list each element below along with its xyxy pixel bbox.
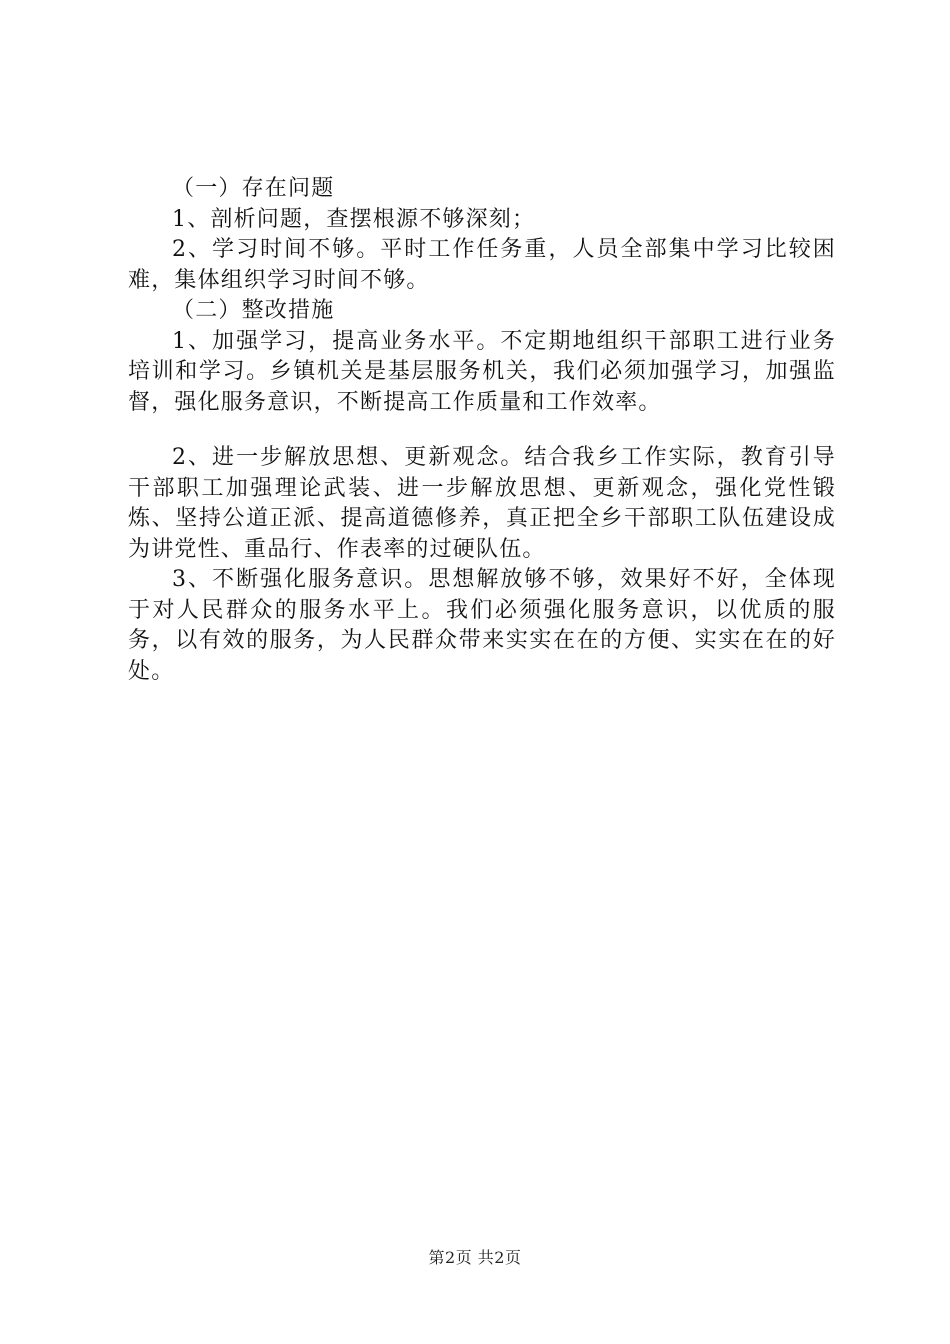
measure-item-3: 3、不断强化服务意识。思想解放够不够，效果好不好，全体现于对人民群众的服务水平上。我们必须强化服务意识，以优质的服务，以有效的服务，为人民群众带来实实在在的方便、实实在在的好处。 [128, 567, 836, 684]
section-heading-problems: （一）存在问题 [172, 176, 335, 201]
measure-item-2: 2、进一步解放思想、更新观念。结合我乡工作实际，教育引导干部职工加强理论武装、进一步解放思想、更新观念，强化党性锻炼、坚持公道正派、提高道德修养，真正把全乡干部职工队伍建设成为讲党性、重品行、作表率的过硬队伍。 [128, 445, 836, 562]
measure-item-1: 1、加强学习，提高业务水平。不定期地组织干部职工进行业务培训和学习。乡镇机关是基层服务机关，我们必须加强学习，加强监督，强化服务意识，不断提高工作质量和工作效率。 [128, 328, 836, 415]
problem-item-1: 1、剖析问题，查摆根源不够深刻； [172, 206, 536, 232]
section-heading-measures: （二）整改措施 [172, 298, 335, 323]
problem-item-2: 2、学习时间不够。平时工作任务重，人员全部集中学习比较困难，集体组织学习时间不够。 [128, 237, 836, 293]
document-body [128, 174, 836, 687]
page-footer: 第2页 共2页 [428, 1248, 522, 1267]
